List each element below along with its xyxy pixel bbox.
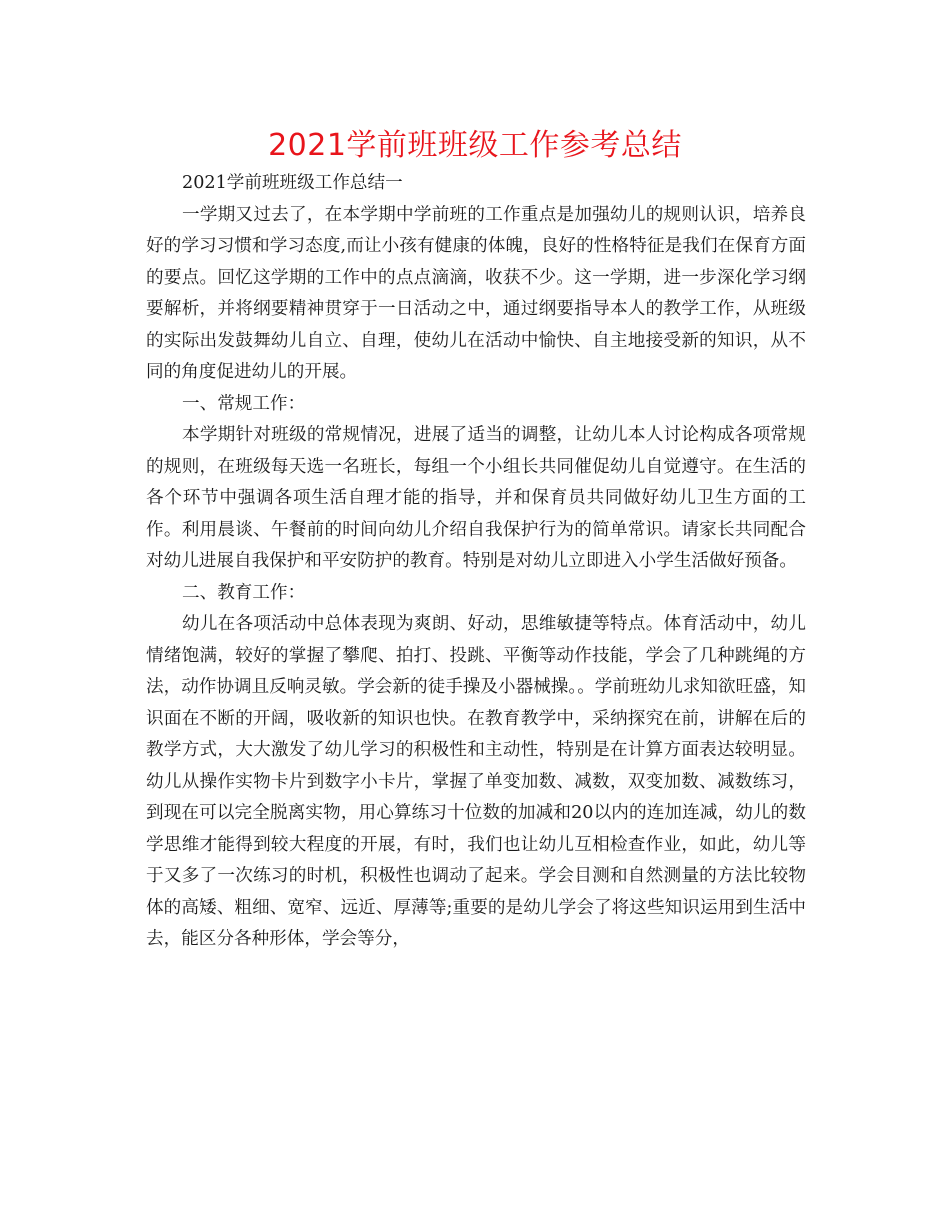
section-heading-routine-work: 一、常规工作：	[182, 393, 306, 414]
paragraph-routine-work: 本学期针对班级的常规情况，进展了适当的调整，让幼儿本人讨论构成各项常规的规则，在班级每天选一名班长，每组一个小组长共同催促幼儿自觉遵守。在生活的各个环节中强调各项生活自理才能的指导，并和保育员共同做好幼儿卫生方面的工作。利用晨谈、午餐前的时间向幼儿介绍自我保护行为的简单常识。请家长共同配合对幼儿进展自我保护和平安防护的教育。特别是对幼儿立即进入小学生活做好预备。	[146, 425, 806, 571]
paragraph-subtitle: 2021学前班班级工作总结一	[182, 173, 403, 193]
paragraph-education-work: 幼儿在各项活动中总体表现为爽朗、好动，思维敏捷等特点。体育活动中，幼儿情绪饱满，较好的掌握了攀爬、拍打、投跳、平衡等动作技能，学会了几种跳绳的方法，动作协调且反响灵敏。学会新的徒手操及小器械操。。学前班幼儿求知欲旺盛，知识面在不断的开阔，吸收新的知识也快。在教育教学中，采纳探究在前，讲解在后的教学方式，大大激发了幼儿学习的积极性和主动性，特别是在计算方面表达较明显。幼儿从操作实物卡片到数字小卡片，掌握了单变加数、减数，双变加数、减数练习，到现在可以完全脱离实物，用心算练习十位数的加减和20以内的连加连减，幼儿的数学思维才能得到较大程度的开展，有时，我们也让幼儿互相检查作业，如此，幼儿等于又多了一次练习的时机，积极性也调动了起来。学会目测和自然测量的方法比较物体的高矮、粗细、宽窄、远近、厚薄等;重要的是幼儿学会了将这些知识运用到生活中去，能区分各种形体，学会等分，	[146, 614, 806, 949]
section-heading-education-work: 二、教育工作：	[182, 582, 306, 603]
document-title: 2021学前班班级工作参考总结	[268, 128, 682, 163]
document-body	[146, 168, 806, 956]
paragraph-intro: 一学期又过去了，在本学期中学前班的工作重点是加强幼儿的规则认识，培养良好的学习习惯和学习态度,而让小孩有健康的体魄，良好的性格特征是我们在保育方面的要点。回忆这学期的工作中的点点滴滴，收获不少。这一学期，进一步深化学习纲要解析，并将纲要精神贯穿于一日活动之中，通过纲要指导本人的教学工作，从班级的实际出发鼓舞幼儿自立、自理，使幼儿在活动中愉快、自主地接受新的知识，从不同的角度促进幼儿的开展。	[146, 204, 806, 382]
